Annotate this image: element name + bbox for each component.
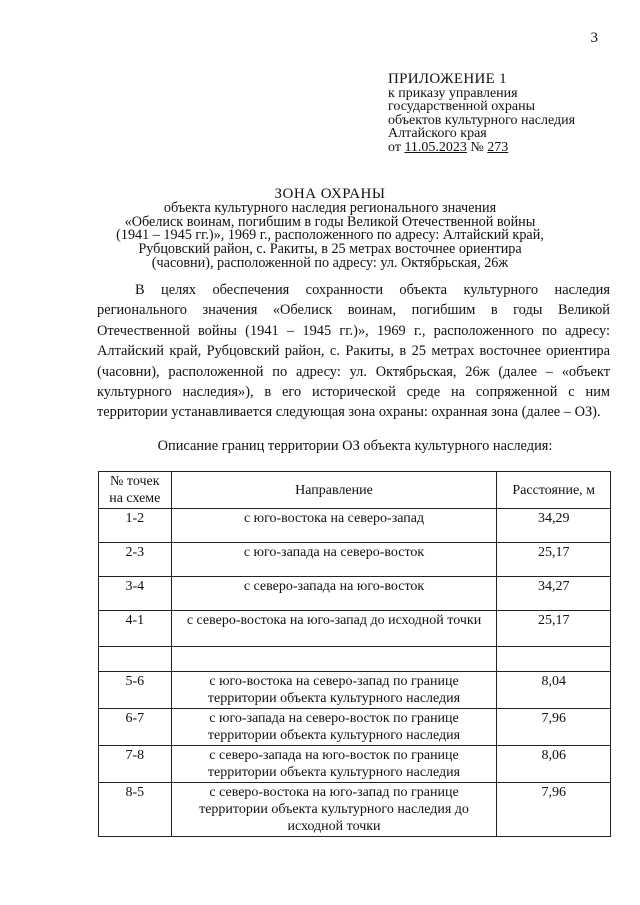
heading-line: объекта культурного наследия регионального значения — [163, 199, 497, 216]
cell-direction: с юго-запада на северо-восток по границе территории объекта культурного наследия — [171, 709, 497, 746]
cell-distance — [497, 647, 611, 672]
appendix-line: объектов культурного наследия — [388, 112, 576, 128]
page-number: 3 — [590, 30, 598, 46]
appendix-line: к приказу управления — [388, 85, 518, 101]
table-row — [99, 709, 611, 746]
cell-distance: 7,96 — [497, 709, 611, 746]
order-number: 273 — [487, 139, 509, 155]
table-row-empty — [99, 647, 611, 672]
cell-distance: 34,27 — [497, 577, 611, 611]
cell-points: 8-5 — [99, 783, 172, 837]
cell-points: 2-3 — [99, 543, 172, 577]
cell-points: 1-2 — [99, 509, 172, 543]
table-row — [99, 611, 611, 647]
body-paragraph: В целях обеспечения сохранности объекта культурного наследия регионального значения «Обелиск воинам, погибшим в годы Великой Отечественной войны (1941 – 1945 гг.)», 1969 г., расположенного по адресу: Алтайский край, Рубцовский район, с. Ракиты, в 25 метрах восточнее ориентира (часовни), расположенной по адресу: ул. Октябрьская, 26ж (далее – «объект культурного наследия»), в его исторической среде на сопряженной с ним территории устанавливается следующая зона охраны: охранная зона (далее – ОЗ). — [97, 282, 610, 421]
cell-direction: с северо-востока на юго-запад по границе территории объекта культурного наследия до исходной точки — [171, 783, 497, 837]
table-caption: Описание границ территории ОЗ объекта культурного наследия: — [157, 438, 553, 454]
appendix-line: государственной охраны — [388, 99, 536, 114]
column-header-direction: Направление — [171, 472, 497, 509]
column-header-points: № точек на схеме — [99, 472, 172, 509]
cell-points: 4-1 — [99, 611, 172, 647]
cell-distance: 25,17 — [497, 611, 611, 647]
table-row — [99, 509, 611, 543]
cell-direction — [171, 647, 497, 672]
cell-direction: с северо-востока на юго-запад до исходной точки — [171, 611, 497, 647]
appendix-line: Алтайского края — [388, 126, 487, 141]
heading-line: (часовни), расположенной по адресу: ул. Октябрьская, 26ж — [151, 254, 509, 271]
heading-title: ЗОНА ОХРАНЫ — [274, 186, 386, 202]
table-row — [99, 577, 611, 611]
cell-direction: с юго-запада на северо-восток — [171, 543, 497, 577]
cell-distance: 34,29 — [497, 509, 611, 543]
cell-direction: с юго-востока на северо-запад по границе территории объекта культурного наследия — [171, 672, 497, 709]
document-heading — [90, 188, 570, 271]
cell-distance: 7,96 — [497, 783, 611, 837]
cell-direction: с северо-запада на юго-восток по границе территории объекта культурного наследия — [171, 746, 497, 783]
column-header-distance: Расстояние, м — [497, 472, 611, 509]
table-row — [99, 783, 611, 837]
heading-line: Рубцовский район, с. Ракиты, в 25 метрах восточнее ориентира — [138, 241, 522, 258]
appendix-order-line — [388, 141, 618, 155]
table-row — [99, 746, 611, 783]
number-prefix: № — [466, 139, 488, 155]
order-date: 11.05.2023 — [404, 139, 467, 155]
appendix-block — [388, 73, 618, 154]
cell-points — [99, 647, 172, 672]
cell-distance: 8,04 — [497, 672, 611, 709]
boundary-table — [98, 471, 611, 837]
heading-line: (1941 – 1945 гг.)», 1969 г., расположенного по адресу: Алтайский край, — [116, 227, 544, 244]
cell-distance: 8,06 — [497, 746, 611, 783]
cell-points: 3-4 — [99, 577, 172, 611]
cell-direction: с юго-востока на северо-запад — [171, 509, 497, 543]
cell-points: 6-7 — [99, 709, 172, 746]
appendix-title: ПРИЛОЖЕНИЕ 1 — [388, 71, 507, 87]
date-prefix: от — [388, 139, 405, 155]
heading-line: «Обелиск воинам, погибшим в годы Великой Отечественной войны — [124, 213, 536, 230]
cell-distance: 25,17 — [497, 543, 611, 577]
table-header-row — [99, 472, 611, 509]
cell-points: 5-6 — [99, 672, 172, 709]
table-row — [99, 672, 611, 709]
cell-direction: с северо-запада на юго-восток — [171, 577, 497, 611]
table-row — [99, 543, 611, 577]
cell-points: 7-8 — [99, 746, 172, 783]
